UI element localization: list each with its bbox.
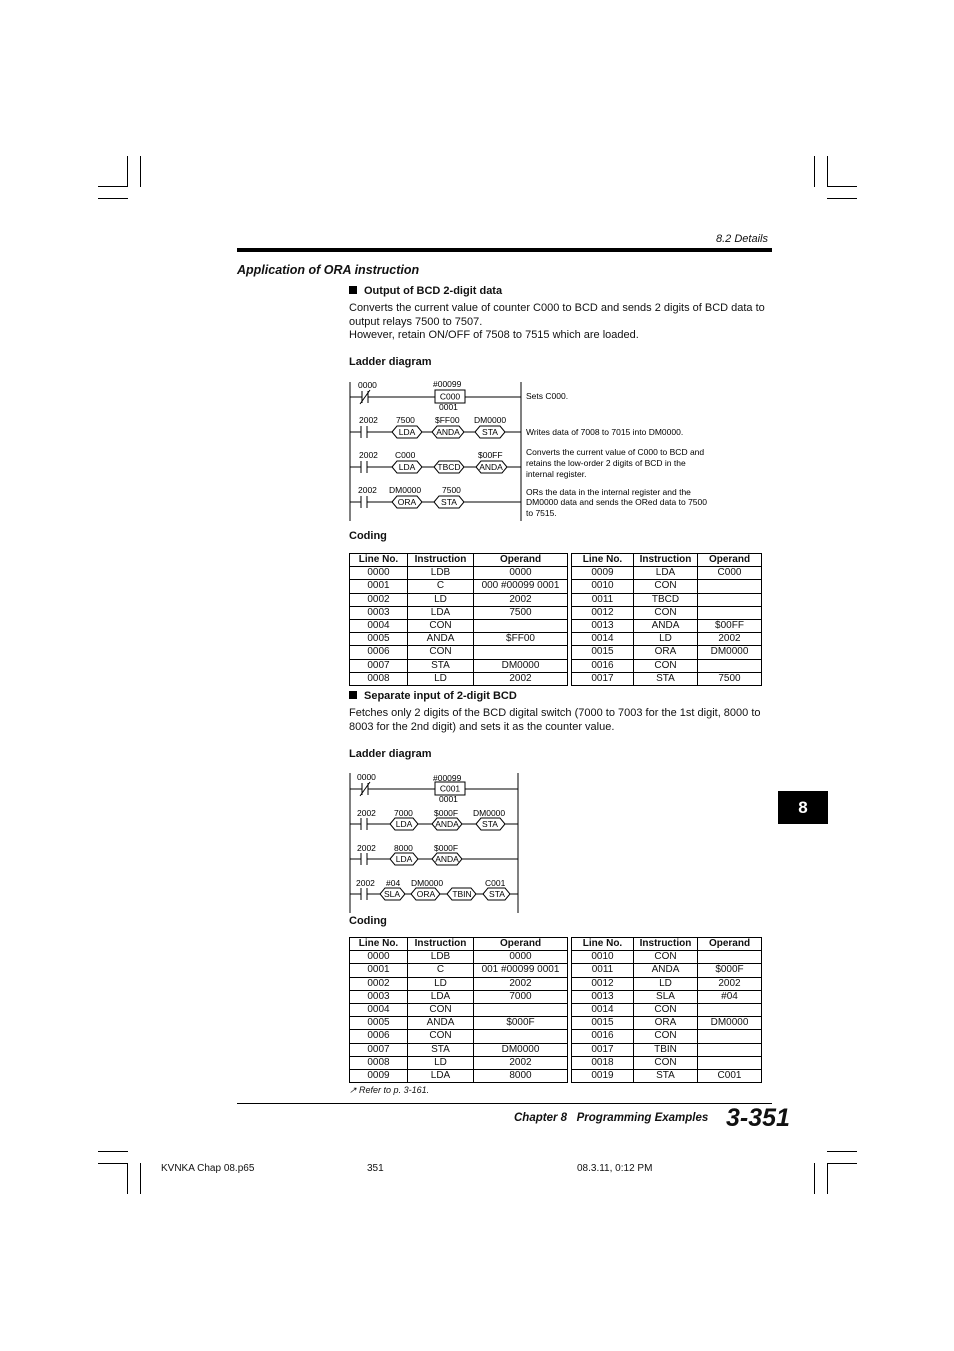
ladder2-r4-i4: STA <box>489 889 505 899</box>
cell-line-no: 0007 <box>350 659 408 672</box>
table-row <box>350 1030 762 1043</box>
cell-line-no: 0014 <box>572 633 634 646</box>
cell-operand <box>698 580 762 593</box>
cell-instruction: SLA <box>634 990 698 1003</box>
cell-operand: #04 <box>698 990 762 1003</box>
cell-line-no: 0002 <box>350 593 408 606</box>
ladder1-r4-i2: STA <box>441 497 457 507</box>
ladder2-r4-op4: C001 <box>485 878 506 888</box>
ladder1-r3-i3: ANDA <box>479 462 503 472</box>
cell-line-no: 0003 <box>350 990 408 1003</box>
cell-instruction: C <box>408 580 474 593</box>
ladder1-r1-contact: 0000 <box>358 380 377 390</box>
cell-line-no: 0001 <box>350 964 408 977</box>
ladder2-r2-i1: LDA <box>395 819 413 829</box>
cell-line-no: 0015 <box>572 646 634 659</box>
table-row <box>350 633 762 646</box>
table-header-row <box>350 938 762 951</box>
cross-reference-text: Refer to p. 3-161. <box>359 1085 430 1095</box>
cell-instruction: CON <box>408 1003 474 1016</box>
table-row <box>350 593 762 606</box>
cell-instruction: LDB <box>408 567 474 580</box>
footer-chapter: Chapter 8 Programming Examples <box>514 1112 709 1124</box>
cell-line-no: 0009 <box>350 1069 408 1082</box>
ladder1-r3-comment2: retains the low-order 2 digits of BCD in the <box>526 458 686 468</box>
ladder1-r3-op1: C000 <box>395 450 416 460</box>
cell-instruction: CON <box>408 619 474 632</box>
cell-operand: DM0000 <box>698 1017 762 1030</box>
table-row <box>350 964 762 977</box>
cell-instruction: CON <box>408 1030 474 1043</box>
ladder1-r4-i1: ORA <box>397 497 417 507</box>
cell-line-no: 0007 <box>350 1043 408 1056</box>
cell-operand <box>474 1030 568 1043</box>
cell-operand <box>698 951 762 964</box>
cell-line-no: 0000 <box>350 567 408 580</box>
running-header: 8.2 Details <box>716 233 768 245</box>
table-row <box>350 567 762 580</box>
ladder2-r2-op1: 7000 <box>394 808 413 818</box>
cell-line-no: 0004 <box>350 1003 408 1016</box>
table-row <box>350 1069 762 1082</box>
section1-para2: However, retain ON/OFF of 7508 to 7515 which are loaded. <box>349 329 639 341</box>
cell-operand: 2002 <box>474 672 568 685</box>
cell-line-no: 0000 <box>350 951 408 964</box>
ladder1-r3-i1: LDA <box>398 462 416 472</box>
cell-operand <box>474 619 568 632</box>
cell-line-no: 0008 <box>350 672 408 685</box>
cell-operand: C001 <box>698 1069 762 1082</box>
slug-filename: KVNKA Chap 08.p65 <box>161 1163 255 1174</box>
cell-line-no: 0012 <box>572 977 634 990</box>
cell-operand: DM0000 <box>474 1043 568 1056</box>
ladder1-r4-op1: DM0000 <box>389 485 422 495</box>
ladder1-r1-coil: C000 <box>439 391 461 402</box>
slug-page: 351 <box>367 1163 384 1174</box>
coding-label-1: Coding <box>349 530 387 542</box>
cell-line-no: 0016 <box>572 659 634 672</box>
ladder2-r1-coil: C001 <box>439 783 461 794</box>
cell-instruction: STA <box>408 659 474 672</box>
section1-heading <box>349 285 502 297</box>
col-header-operand: Operand <box>698 938 762 951</box>
cell-line-no: 0002 <box>350 977 408 990</box>
ladder2-r1-setting: 0001 <box>439 794 458 804</box>
cell-line-no: 0013 <box>572 990 634 1003</box>
table-row <box>350 1056 762 1069</box>
table-row <box>350 1003 762 1016</box>
cell-line-no: 0019 <box>572 1069 634 1082</box>
ladder2-r4-i3: TBIN <box>452 889 472 899</box>
slug-date: 08.3.11, 0:12 PM <box>577 1163 653 1174</box>
ladder1-r4-comment1: ORs the data in the internal register and the <box>526 487 691 497</box>
cell-operand: 2002 <box>698 633 762 646</box>
square-bullet-icon <box>349 691 357 699</box>
cell-instruction: STA <box>634 672 698 685</box>
cell-operand: $000F <box>698 964 762 977</box>
cell-instruction: LD <box>408 1056 474 1069</box>
cell-instruction: LDA <box>634 567 698 580</box>
table-row <box>350 1043 762 1056</box>
ladder2-r2-contact: 2002 <box>357 808 376 818</box>
cell-operand <box>698 606 762 619</box>
cell-line-no: 0006 <box>350 1030 408 1043</box>
cell-line-no: 0013 <box>572 619 634 632</box>
cell-instruction: STA <box>634 1069 698 1082</box>
cell-operand <box>474 1003 568 1016</box>
ladder2-r4-i1: SLA <box>383 889 401 899</box>
cell-line-no: 0009 <box>572 567 634 580</box>
section2-paragraph: Fetches only 2 digits of the BCD digital switch (7000 to 7003 for the 1st digit, 8000 to 8003 for the 2nd digit) and sets it as the counter value. <box>349 707 761 733</box>
section1-paragraph <box>349 302 774 343</box>
cell-instruction: CON <box>634 951 698 964</box>
table-row <box>350 951 762 964</box>
cell-instruction: TBIN <box>634 1043 698 1056</box>
ladder2-r3-op1: 8000 <box>394 843 413 853</box>
cell-instruction: CON <box>634 659 698 672</box>
ladder-label-1: Ladder diagram <box>349 356 432 368</box>
cell-operand: 2002 <box>474 1056 568 1069</box>
cell-operand <box>698 1043 762 1056</box>
cell-operand: 000 #00099 0001 <box>474 580 568 593</box>
cell-line-no: 0004 <box>350 619 408 632</box>
cell-operand: $000F <box>474 1017 568 1030</box>
cell-line-no: 0017 <box>572 1043 634 1056</box>
table-row <box>350 977 762 990</box>
col-header-line-no: Line No. <box>572 938 634 951</box>
table-row <box>350 990 762 1003</box>
cell-instruction: ORA <box>634 1017 698 1030</box>
ladder1-r2-i2: ANDA <box>436 427 460 437</box>
ladder2-r3-i1: LDA <box>395 854 413 864</box>
cell-line-no: 0018 <box>572 1056 634 1069</box>
cell-instruction: ANDA <box>634 964 698 977</box>
cell-operand: 7000 <box>474 990 568 1003</box>
cell-operand <box>698 1003 762 1016</box>
ladder2-r2-op2: $000F <box>434 808 459 818</box>
ladder1-r2-op1: 7500 <box>396 415 415 425</box>
cell-operand: DM0000 <box>474 659 568 672</box>
coding-table-2 <box>349 937 762 1083</box>
cell-instruction: LD <box>408 977 474 990</box>
ladder1-r4-comment3: to 7515. <box>526 508 557 518</box>
cell-line-no: 0006 <box>350 646 408 659</box>
cell-instruction: ANDA <box>634 619 698 632</box>
section2-heading-text: Separate input of 2-digit BCD <box>364 690 517 702</box>
table-row <box>350 672 762 685</box>
ladder-label-2: Ladder diagram <box>349 748 432 760</box>
cell-line-no: 0010 <box>572 580 634 593</box>
arrow-reference-icon: ↗ <box>349 1085 360 1095</box>
cell-line-no: 0010 <box>572 951 634 964</box>
ladder1-r3-i2: TBCD <box>437 462 461 472</box>
ladder1-r2-op3: DM0000 <box>474 415 507 425</box>
cell-instruction: ANDA <box>408 633 474 646</box>
table-row <box>350 580 762 593</box>
cell-operand: $FF00 <box>474 633 568 646</box>
ladder1-r2-i3: STA <box>482 427 498 437</box>
cell-operand: 2002 <box>474 977 568 990</box>
cell-instruction: LD <box>408 672 474 685</box>
table-row <box>350 619 762 632</box>
ladder1-r2-i1: LDA <box>398 427 416 437</box>
cell-line-no: 0001 <box>350 580 408 593</box>
cell-line-no: 0011 <box>572 593 634 606</box>
ladder2-r1-contact: 0000 <box>357 772 376 782</box>
cell-instruction: C <box>408 964 474 977</box>
cross-reference[interactable] <box>349 1085 429 1096</box>
cell-instruction: CON <box>634 1030 698 1043</box>
ladder1-r3-comment1: Converts the current value of C000 to BCD and <box>526 447 705 457</box>
ladder1-r2-contact: 2002 <box>359 415 378 425</box>
cell-operand <box>698 593 762 606</box>
chapter-tab: 8 <box>778 791 828 824</box>
cell-operand: 2002 <box>698 977 762 990</box>
cell-operand: 0000 <box>474 567 568 580</box>
ladder1-r3-contact: 2002 <box>359 450 378 460</box>
cell-operand <box>474 646 568 659</box>
ladder1-r3-op3: $00FF <box>478 450 503 460</box>
cell-instruction: ORA <box>634 646 698 659</box>
cell-instruction: CON <box>634 606 698 619</box>
cell-instruction: LD <box>634 977 698 990</box>
cell-line-no: 0003 <box>350 606 408 619</box>
cell-instruction: CON <box>634 580 698 593</box>
coding-label-2: Coding <box>349 915 387 927</box>
table-row <box>350 1017 762 1030</box>
cell-line-no: 0005 <box>350 633 408 646</box>
ladder1-r1-comment: Sets C000. <box>526 391 569 401</box>
cell-line-no: 0011 <box>572 964 634 977</box>
ladder-diagram-2 <box>340 767 530 917</box>
ladder2-r4-i2: ORA <box>416 889 436 899</box>
cell-operand: 7500 <box>474 606 568 619</box>
ladder1-r1-const: #00099 <box>433 379 462 389</box>
ladder2-r2-i3: STA <box>482 819 498 829</box>
cell-line-no: 0016 <box>572 1030 634 1043</box>
table-header-row <box>350 554 762 567</box>
cell-instruction: LDB <box>408 951 474 964</box>
col-header-instruction: Instruction <box>634 938 698 951</box>
cell-instruction: TBCD <box>634 593 698 606</box>
page-title: Application of ORA instruction <box>237 263 420 277</box>
ladder2-r3-op2: $000F <box>434 843 459 853</box>
ladder1-r2-op2: $FF00 <box>435 415 460 425</box>
section2-heading <box>349 690 517 702</box>
cell-instruction: LD <box>408 593 474 606</box>
cell-operand: 001 #00099 0001 <box>474 964 568 977</box>
ladder2-r1-const: #00099 <box>433 773 462 783</box>
cell-operand: DM0000 <box>698 646 762 659</box>
header-rule <box>237 248 772 252</box>
col-header-operand: Operand <box>474 938 568 951</box>
ladder2-r3-contact: 2002 <box>357 843 376 853</box>
ladder-diagram-1 <box>340 375 740 525</box>
cell-operand <box>698 1030 762 1043</box>
table-row <box>350 659 762 672</box>
cell-line-no: 0014 <box>572 1003 634 1016</box>
col-header-line-no: Line No. <box>572 554 634 567</box>
cell-operand: 7500 <box>698 672 762 685</box>
cell-operand: 8000 <box>474 1069 568 1082</box>
table-row <box>350 606 762 619</box>
coding-table-1 <box>349 553 762 686</box>
col-header-line-no: Line No. <box>350 938 408 951</box>
section1-para1: Converts the current value of counter C000 to BCD and sends 2 digits of BCD data to output relays 7500 to 7507. <box>349 302 765 328</box>
cell-operand: $00FF <box>698 619 762 632</box>
cell-instruction: LDA <box>408 606 474 619</box>
ladder2-r3-i2: ANDA <box>435 854 459 864</box>
cell-line-no: 0012 <box>572 606 634 619</box>
cell-instruction: CON <box>634 1003 698 1016</box>
ladder1-r4-op2: 7500 <box>442 485 461 495</box>
square-bullet-icon <box>349 286 357 294</box>
col-header-line-no: Line No. <box>350 554 408 567</box>
ladder2-r4-op1: #04 <box>386 878 401 888</box>
ladder1-r3-comment3: internal register. <box>526 469 587 479</box>
col-header-operand: Operand <box>474 554 568 567</box>
ladder2-r2-i2: ANDA <box>435 819 459 829</box>
page-number: 3-351 <box>726 1104 790 1132</box>
cell-instruction: CON <box>634 1056 698 1069</box>
ladder2-r4-contact: 2002 <box>356 878 375 888</box>
col-header-instruction: Instruction <box>408 938 474 951</box>
cell-operand: C000 <box>698 567 762 580</box>
cell-operand: 2002 <box>474 593 568 606</box>
cell-line-no: 0008 <box>350 1056 408 1069</box>
cell-instruction: ANDA <box>408 1017 474 1030</box>
cell-operand <box>698 1056 762 1069</box>
ladder1-r2-comment: Writes data of 7008 to 7015 into DM0000. <box>526 427 684 437</box>
ladder1-r1-setting: 0001 <box>439 402 458 412</box>
cell-instruction: CON <box>408 646 474 659</box>
col-header-operand: Operand <box>698 554 762 567</box>
ladder2-r2-op3: DM0000 <box>473 808 506 818</box>
cell-line-no: 0005 <box>350 1017 408 1030</box>
footer-rule <box>237 1103 772 1104</box>
cell-instruction: LDA <box>408 1069 474 1082</box>
cell-line-no: 0015 <box>572 1017 634 1030</box>
cell-operand: 0000 <box>474 951 568 964</box>
ladder1-r4-comment2: DM0000 data and sends the ORed data to 7500 <box>526 497 707 507</box>
cell-operand <box>698 659 762 672</box>
col-header-instruction: Instruction <box>408 554 474 567</box>
cell-line-no: 0017 <box>572 672 634 685</box>
col-header-instruction: Instruction <box>634 554 698 567</box>
cell-instruction: LDA <box>408 990 474 1003</box>
cell-instruction: STA <box>408 1043 474 1056</box>
table-row <box>350 646 762 659</box>
cell-instruction: LD <box>634 633 698 646</box>
ladder1-r4-contact: 2002 <box>358 485 377 495</box>
section1-heading-text: Output of BCD 2-digit data <box>364 285 503 297</box>
ladder2-r4-op2: DM0000 <box>411 878 444 888</box>
